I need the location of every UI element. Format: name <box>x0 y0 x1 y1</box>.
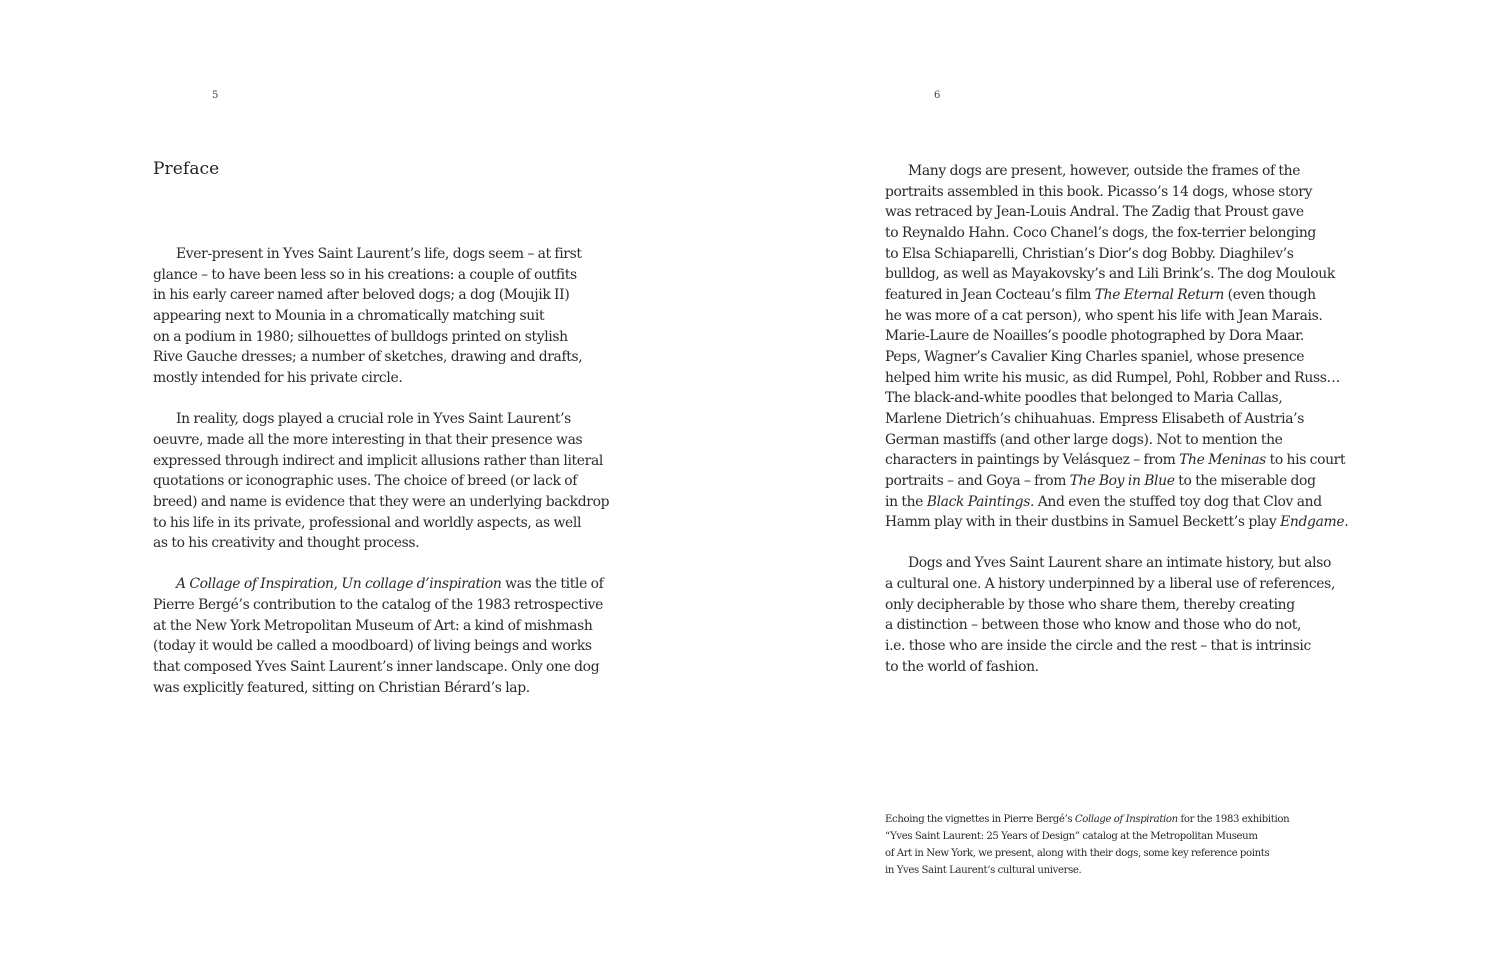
text-line: glance – to have been less so in his creations: a couple of outfits <box>153 266 577 283</box>
page-number-right: 6 <box>934 90 941 101</box>
italic-title: Black Paintings <box>926 493 1030 510</box>
text-line: Pierre Bergé’s contribution to the catalog of the 1983 retrospective <box>153 597 603 614</box>
text-line: was explicitly featured, sitting on Christian Bérard’s lap. <box>153 679 530 696</box>
preface-paragraph-2 <box>153 409 623 554</box>
text-fragment: . <box>1344 514 1349 531</box>
text-fragment: Hamm play with in their dustbins in Samuel Beckett’s play <box>885 514 1281 531</box>
text-line: was retraced by Jean-Louis Andral. The Zadig that Proust gave <box>885 204 1304 221</box>
right-paragraph-1 <box>885 161 1365 533</box>
caption-note <box>885 812 1305 880</box>
text-line: i.e. those who are inside the circle and the rest – that is intrinsic <box>885 638 1311 655</box>
text-fragment: characters in paintings by Velásquez – from <box>885 452 1180 469</box>
text-line: German mastiffs (and other large dogs). Not to mention the <box>885 431 1283 448</box>
text-fragment: (even though <box>1223 286 1316 303</box>
text-line: Dogs and Yves Saint Laurent share an intimate history, but also <box>908 555 1331 572</box>
preface-paragraph-1 <box>153 244 623 389</box>
text-line: to his life in its private, professional and worldly aspects, as well <box>153 514 582 531</box>
text-line: a cultural one. A history underpinned by a liberal use of references, <box>885 576 1336 593</box>
text-line: to Elsa Schiaparelli, Christian’s Dior’s dog Bobby. Diaghilev’s <box>885 245 1294 262</box>
text-line: (today it would be called a moodboard) of living beings and works <box>153 638 592 655</box>
text-line: Many dogs are present, however, outside the frames of the <box>908 163 1301 179</box>
text-line: that composed Yves Saint Laurent’s inner landscape. Only one dog <box>153 659 600 676</box>
text-line <box>885 512 1365 533</box>
text-line: portraits assembled in this book. Picasso’s 14 dogs, whose story <box>885 183 1313 200</box>
text-line: a distinction – between those who know and those who do not, <box>885 617 1302 634</box>
text-line: on a podium in 1980; silhouettes of bulldogs printed on stylish <box>153 328 568 345</box>
italic-title: Un collage d’inspiration <box>341 576 502 593</box>
text-line <box>885 471 1365 492</box>
text-line: The black-and-white poodles that belonged to Maria Callas, <box>885 390 1283 407</box>
text-line: mostly intended for his private circle. <box>153 369 403 386</box>
text-line: breed) and name is evidence that they were an underlying backdrop <box>153 493 610 510</box>
text-fragment: Echoing the vignettes in Pierre Bergé’s <box>885 814 1075 825</box>
text-line: only decipherable by those who share them, thereby creating <box>885 596 1295 613</box>
text-fragment: featured in Jean Cocteau’s film <box>885 286 1095 303</box>
italic-title: A Collage of Inspiration <box>176 576 334 593</box>
right-page <box>750 0 1500 975</box>
text-line: expressed through indirect and implicit allusions rather than literal <box>153 452 603 469</box>
text-line: oeuvre, made all the more interesting in that their presence was <box>153 431 583 448</box>
text-line: he was more of a cat person), who spent his life with Jean Marais. <box>885 307 1323 324</box>
caption-line: “Yves Saint Laurent: 25 Years of Design” catalog at the Metropolitan Museum <box>885 830 1258 842</box>
text-line: helped him write his music, as did Rumpel, Pohl, Robber and Russ… <box>885 369 1341 386</box>
text-line: at the New York Metropolitan Museum of Art: a kind of mishmash <box>153 617 593 634</box>
italic-title: Collage of Inspiration <box>1074 814 1178 825</box>
text-line: Marlene Dietrich’s chihuahuas. Empress Elisabeth of Austria’s <box>885 410 1305 427</box>
text-fragment: to the miserable dog <box>1174 472 1316 489</box>
italic-title: The Boy in Blue <box>1069 472 1175 489</box>
text-line <box>885 492 1365 513</box>
text-line: in his early career named after beloved dogs; a dog (Moujik II) <box>153 287 570 304</box>
text-line: appearing next to Mounia in a chromatically matching suit <box>153 307 545 324</box>
right-paragraph-2 <box>885 553 1365 677</box>
text-line: Marie-Laure de Noailles’s poodle photographed by Dora Maar. <box>885 328 1304 345</box>
italic-title: Endgame <box>1280 514 1345 531</box>
italic-title: The Meninas <box>1179 452 1266 469</box>
text-line <box>153 574 623 595</box>
text-line: as to his creativity and thought process. <box>153 535 420 552</box>
text-fragment: . And even the stuffed toy dog that Clov and <box>1030 493 1322 510</box>
text-line: Ever-present in Yves Saint Laurent’s life, dogs seem – at first <box>176 246 582 262</box>
text-fragment: for the 1983 exhibition <box>1177 814 1290 825</box>
text-line: Peps, Wagner’s Cavalier King Charles spaniel, whose presence <box>885 348 1305 365</box>
text-line: In reality, dogs played a crucial role in Yves Saint Laurent’s <box>176 411 571 428</box>
preface-title: Preface <box>153 159 220 179</box>
text-line: to the world of fashion. <box>885 658 1039 675</box>
text-line: bulldog, as well as Mayakovsky’s and Lili Brink’s. The dog Moulouk <box>885 266 1335 283</box>
text-line <box>885 450 1365 471</box>
text-fragment: to his court <box>1265 452 1346 469</box>
text-fragment: portraits – and Goya – from <box>885 472 1070 489</box>
preface-paragraph-3 <box>153 574 623 698</box>
text-fragment: was the title of <box>501 576 604 593</box>
text-fragment: , <box>333 576 342 593</box>
text-line: quotations or iconographic uses. The choice of breed (or lack of <box>153 473 578 490</box>
text-fragment: in the <box>885 493 927 510</box>
text-line: Rive Gauche dresses; a number of sketches, drawing and drafts, <box>153 349 583 366</box>
page-number-left: 5 <box>212 90 219 101</box>
caption-line <box>885 812 1305 829</box>
caption-line: of Art in New York, we present, along with their dogs, some key reference points <box>885 847 1270 859</box>
right-page-body <box>885 161 1365 698</box>
preface-body <box>153 244 623 719</box>
text-line <box>885 285 1365 306</box>
italic-title: The Eternal Return <box>1094 286 1224 303</box>
text-line: to Reynaldo Hahn. Coco Chanel’s dogs, the fox-terrier belonging <box>885 224 1316 241</box>
caption-line: in Yves Saint Laurent’s cultural universe. <box>885 864 1082 876</box>
